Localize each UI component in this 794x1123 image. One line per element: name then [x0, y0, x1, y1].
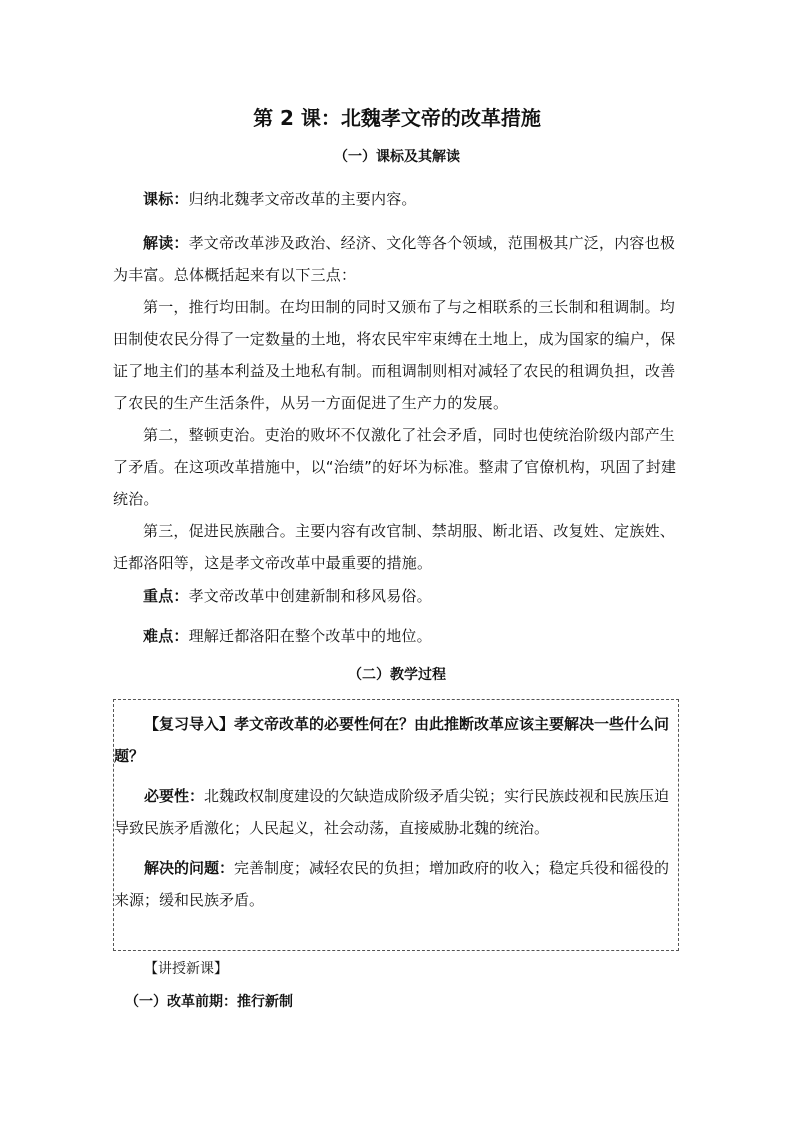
problems-text: 完善制度；减轻农民的负担；增加政府的收入；稳定兵役和徭役的来源；缓和民族矛盾。	[114, 859, 670, 909]
point-one: 第一，推行均田制。在均田制的同时又颁布了与之相联系的三长制和租调制。均田制使农民分得了一定数量的土地，将农民牢牢束缚在土地上，成为国家的编户，保证了地主们的基本利益及土地私有制。而租调制则相对减轻了农民的租调负担，改善了农民的生产生活条件，从另一方面促进了生产力的发展。	[113, 298, 676, 412]
point-three: 第三，促进民族融合。主要内容有改官制、禁胡服、断北语、改复姓、定族姓、迁都洛阳等，这是孝文帝改革中最重要的措施。	[113, 522, 676, 572]
section-heading-teaching-process: （二）教学过程	[348, 667, 446, 683]
interpretation-text: 孝文帝改革涉及政治、经济、文化等各个领域，范围极其广泛，内容也极为丰富。总体概括起来有以下三点：	[113, 234, 676, 284]
difficulty-text: 理解迁都洛阳在整个改革中的地位。	[188, 627, 432, 645]
necessity-text: 北魏政权制度建设的欠缺造成阶级矛盾尖锐；实行民族歧视和民族压迫导致民族矛盾激化；人民起义，社会动荡，直接威胁北魏的统治。	[114, 787, 670, 837]
difficulty-paragraph	[113, 620, 681, 652]
interpretation-block	[113, 227, 681, 579]
section-heading-curriculum: （一）课标及其解读	[334, 149, 460, 165]
key-text: 孝文帝改革中创建新制和移风易俗。	[188, 587, 432, 605]
point-two: 第二，整顿吏治。吏治的败坏不仅激化了社会矛盾，同时也使统治阶级内部产生了矛盾。在这项改革措施中，以“治绩”的好坏为标准。整肃了官僚机构，巩固了封建统治。	[113, 426, 677, 508]
page-title: 第 2 课：北魏孝文帝的改革措施	[253, 106, 541, 130]
review-lead: 【复习导入】孝文帝改革的必要性何在？由此推断改革应该主要解决一些什么问题？	[114, 715, 670, 765]
necessity-label: 必要性：	[144, 787, 205, 805]
key-point-paragraph	[113, 580, 681, 612]
curriculum-text: 归纳北魏孝文帝改革的主要内容。	[188, 190, 417, 208]
curriculum-paragraph	[113, 183, 681, 215]
part-one-heading: （一）改革前期：推行新制	[125, 994, 293, 1010]
interpretation-label: 解读：	[143, 234, 189, 252]
problems-label: 解决的问题：	[144, 859, 235, 877]
new-lesson-label: 【讲授新课】	[144, 961, 228, 977]
curriculum-label: 课标：	[143, 190, 189, 208]
key-label: 重点：	[143, 587, 189, 605]
difficulty-label: 难点：	[143, 627, 189, 645]
review-box	[113, 699, 679, 951]
